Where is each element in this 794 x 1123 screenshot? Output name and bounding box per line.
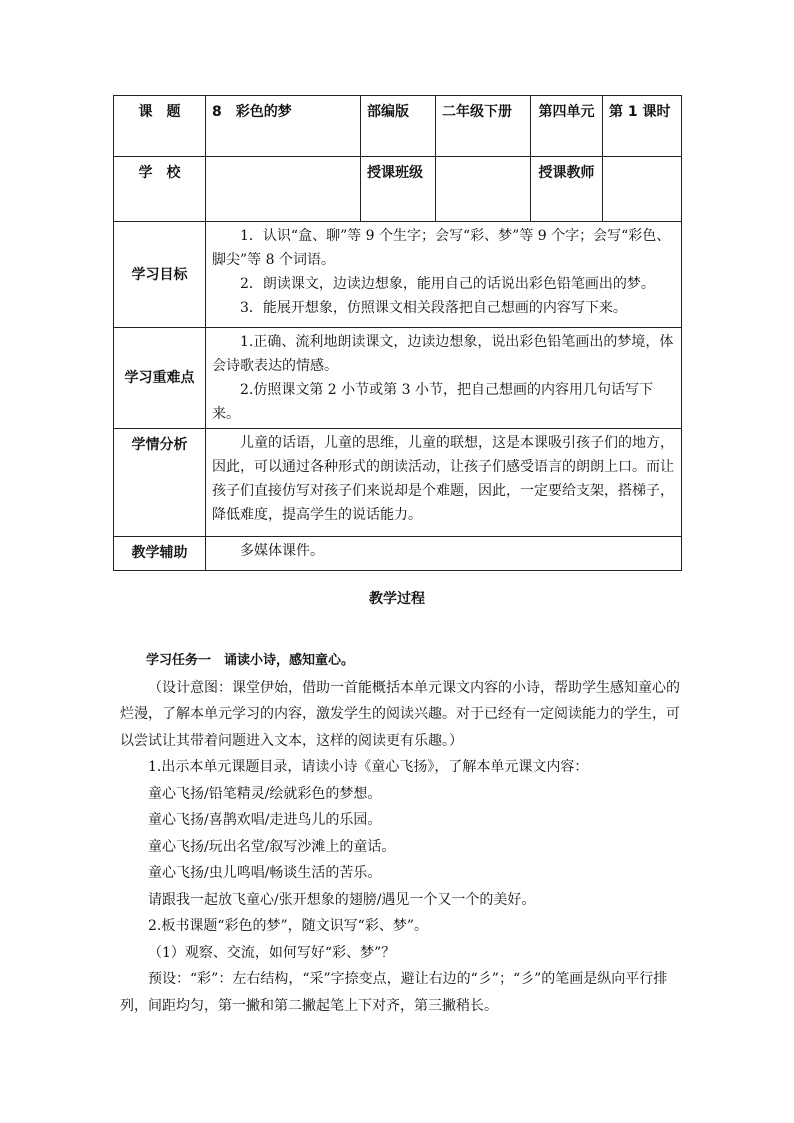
goal-item: 3．能展开想象，仿照课文相关段落把自己想画的内容写下来。 — [240, 300, 627, 316]
unit: 第四单元 — [531, 96, 603, 157]
lesson-title: 8 彩色的梦 — [206, 96, 361, 157]
poem-line: 童心飞扬/虫儿鸣唱/畅谈生活的苦乐。 — [148, 865, 382, 881]
school-label: 学 校 — [114, 157, 206, 222]
paragraph: 1.出示本单元课题目录，请读小诗《童心飞扬》，了解本单元课文内容： — [148, 759, 589, 775]
paragraph: （设计意图：课堂伊始，借助一首能概括本单元课文内容的小诗，帮助学生感知童心的烂漫，了解本单元学习的内容，激发学生的阅读兴趣。对于已经有一定阅读能力的学生，可以尝试让其带着问题进入文本，这样的阅读更有乐趣。） — [120, 679, 680, 749]
aids-content — [206, 537, 682, 571]
table-row — [114, 537, 682, 571]
goals-label: 学习目标 — [114, 222, 206, 328]
grade: 二年级下册 — [436, 96, 531, 157]
period: 第 1 课时 — [603, 96, 682, 157]
section-title: 教学过程 — [369, 591, 425, 607]
goals-content — [206, 222, 682, 328]
table-row — [114, 328, 682, 429]
edition: 部编版 — [361, 96, 436, 157]
poem-line: 请跟我一起放飞童心/张开想象的翅膀/遇见一个又一个的美好。 — [148, 891, 536, 908]
aids-text: 多媒体课件。 — [240, 543, 324, 559]
key-point-item: 1.正确、流利地朗读课文，边读边想象，说出彩色铅笔画出的梦境，体会诗歌表达的情感。 — [212, 334, 674, 374]
lesson-info-table — [113, 95, 682, 571]
goal-item: 2．朗读课文，边读边想象，能用自己的话说出彩色铅笔画出的梦。 — [240, 276, 655, 292]
goal-item: 1．认识“盒、聊”等 9 个生字；会写“彩、梦”等 9 个字；会写“彩色、脚尖”等 8 个词语。 — [212, 228, 671, 268]
paragraph: （1）观察、交流，如何写好“彩、梦”？ — [148, 944, 396, 961]
table-row — [114, 96, 682, 157]
teacher-value — [603, 157, 682, 222]
key-points-label: 学习重难点 — [114, 328, 206, 429]
teaching-process — [120, 648, 680, 1019]
table-row — [114, 222, 682, 328]
class-value — [436, 157, 531, 222]
poem-line: 童心飞扬/玩出名堂/叙写沙滩上的童话。 — [148, 838, 396, 855]
analysis-label: 学情分析 — [114, 429, 206, 537]
poem-line: 童心飞扬/喜鹊欢唱/走进鸟儿的乐园。 — [148, 812, 382, 828]
task-heading: 学习任务一 诵读小诗，感知童心。 — [146, 653, 355, 668]
teacher-label: 授课教师 — [531, 157, 603, 222]
school-value — [206, 157, 361, 222]
analysis-content — [206, 429, 682, 537]
paragraph: 预设：“彩”：左右结构，“采”字捺变点，避让右边的“彡”；“彡”的笔画是纵向平行排列，间距均匀，第一撇和第二撇起笔上下对齐，第三撇稍长。 — [120, 971, 668, 1014]
aids-label: 教学辅助 — [114, 537, 206, 571]
table-row — [114, 429, 682, 537]
topic-label: 课 题 — [114, 96, 206, 157]
paragraph: 2.板书课题“彩色的梦”，随文识写“彩、梦”。 — [148, 918, 428, 934]
key-point-item: 2.仿照课文第 2 小节或第 3 小节，把自己想画的内容用几句话写下来。 — [212, 382, 653, 422]
table-row — [114, 157, 682, 222]
class-label: 授课班级 — [361, 157, 436, 222]
poem-line: 童心飞扬/铅笔精灵/绘就彩色的梦想。 — [148, 785, 382, 802]
analysis-text: 儿童的话语，儿童的思维，儿童的联想，这是本课吸引孩子们的地方，因此，可以通过各种形式的朗读活动，让孩子们感受语言的朗朗上口。而让孩子们直接仿写对孩子们来说却是个难题，因此，一定要给支架，搭梯子，降低难度，提高学生的说话能力。 — [212, 435, 674, 523]
key-points-content — [206, 328, 682, 429]
